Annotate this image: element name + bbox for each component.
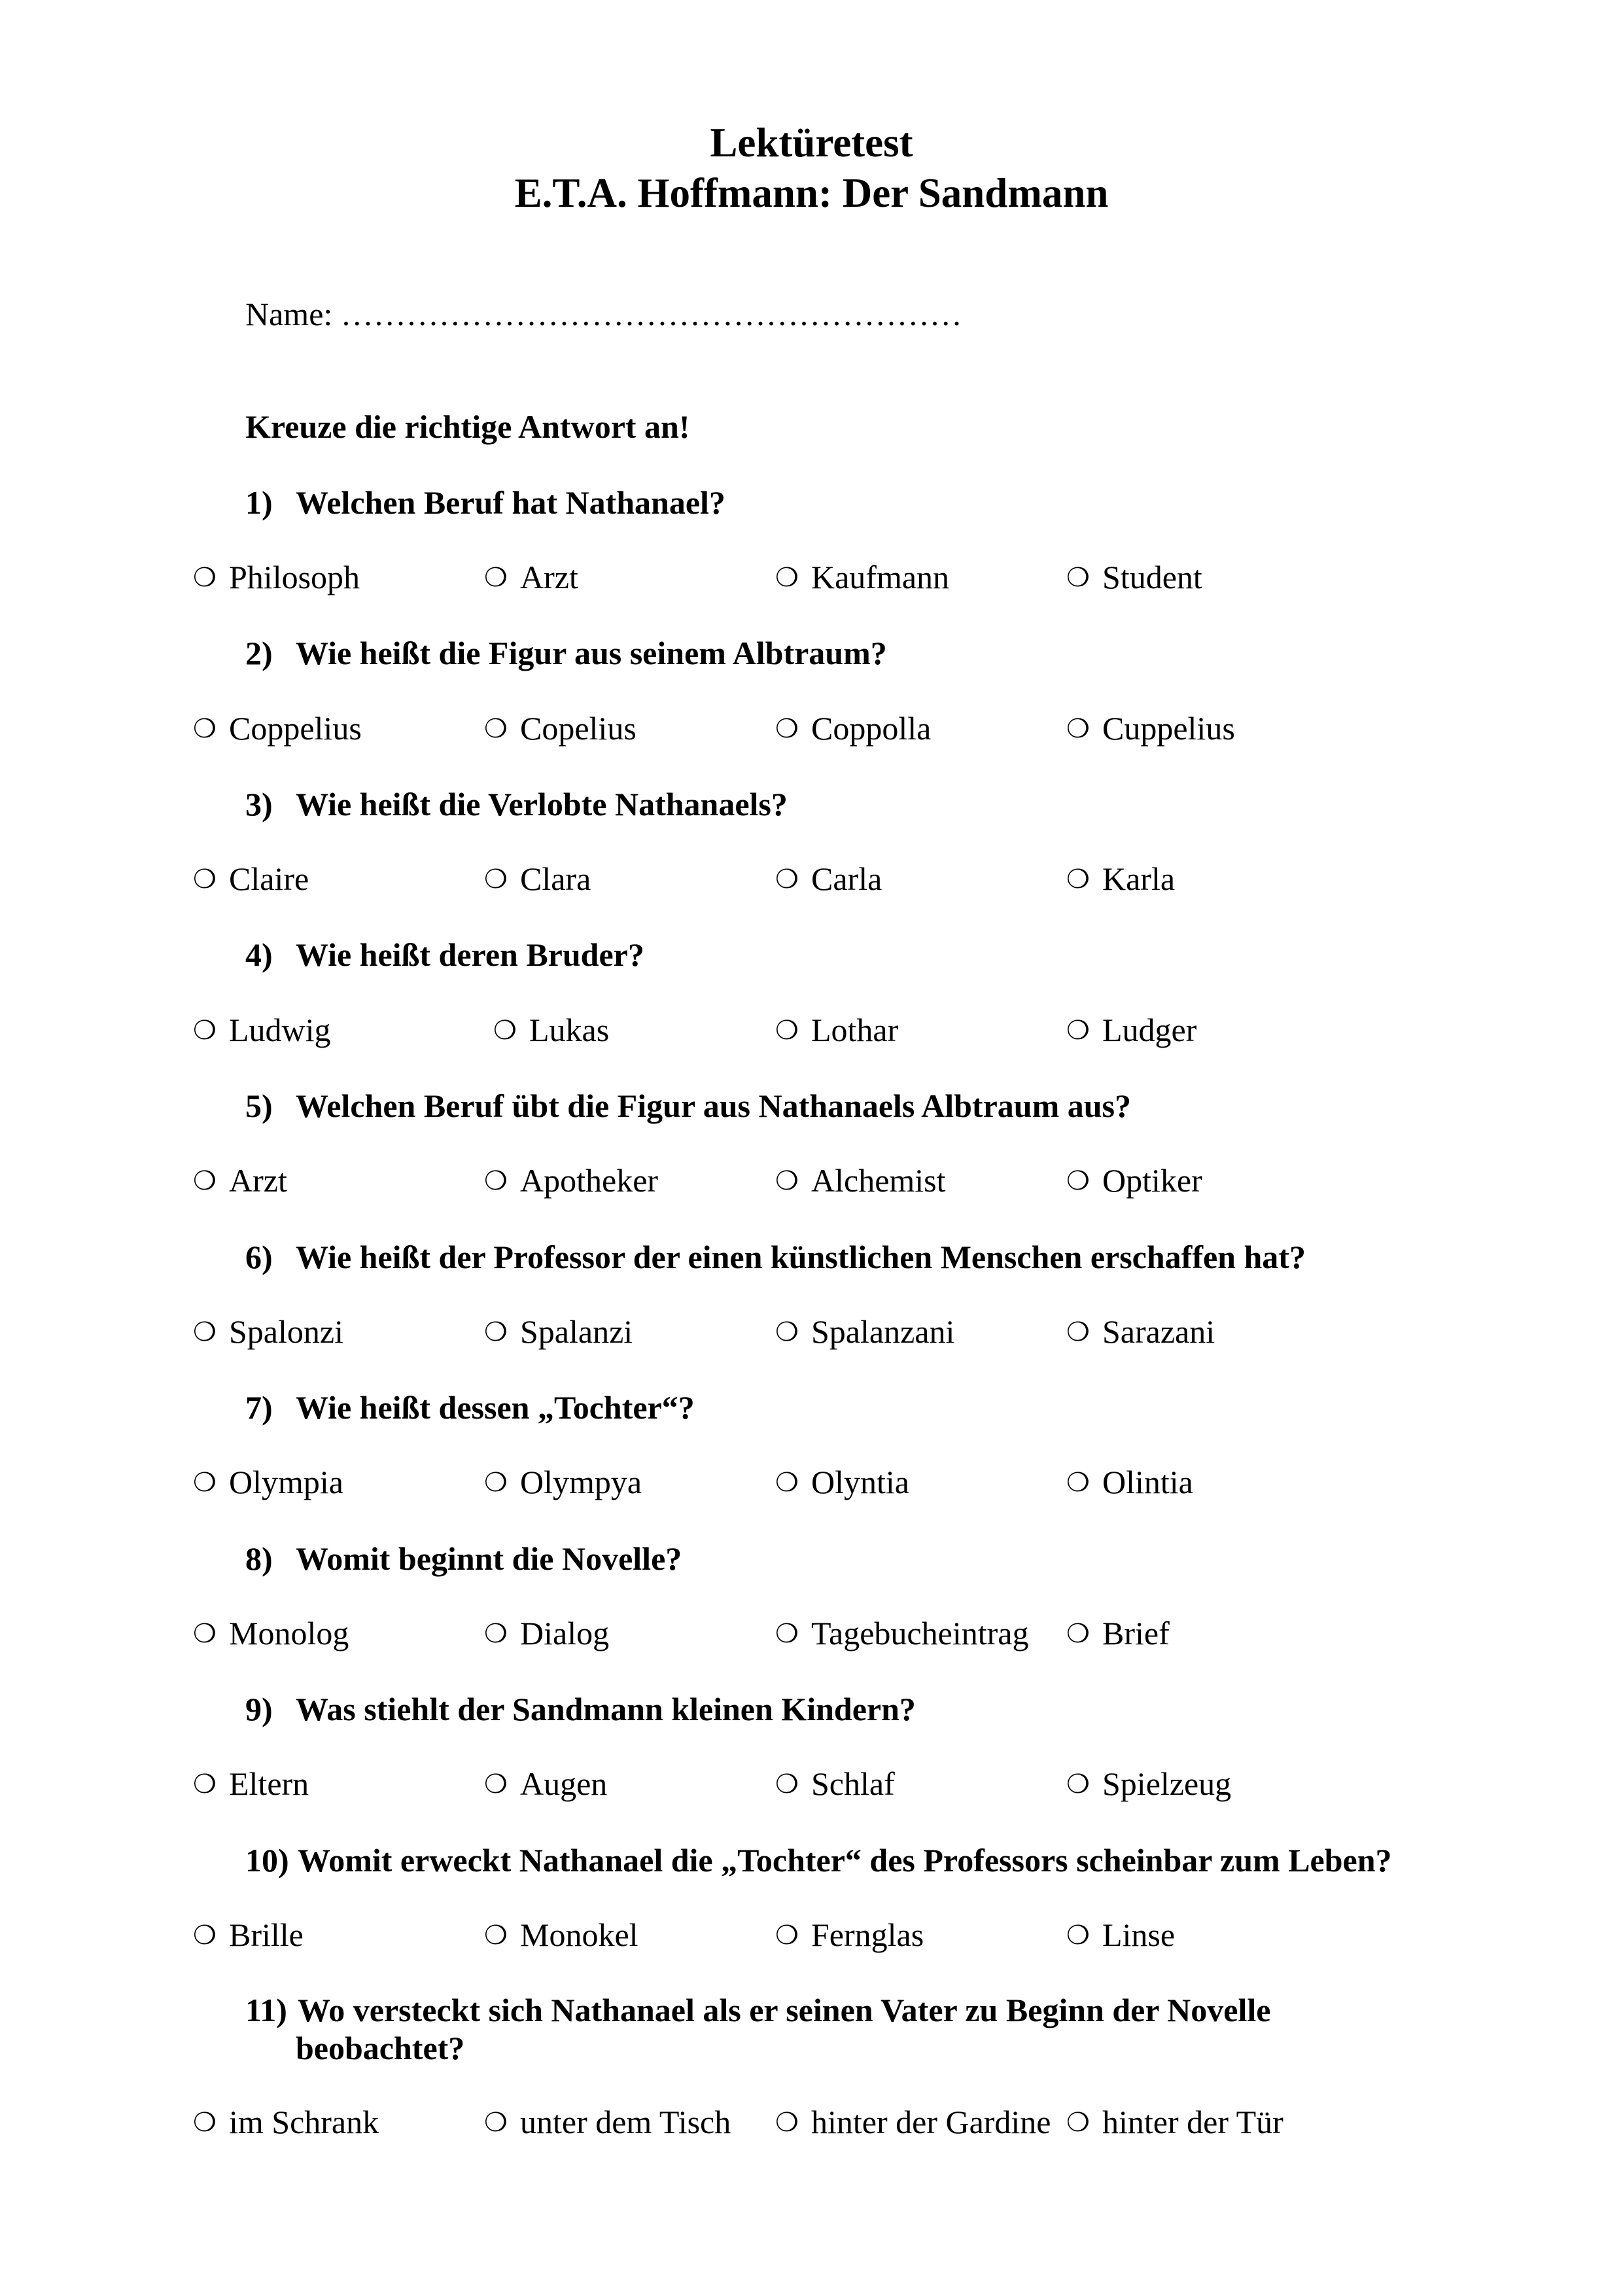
answer-option[interactable] bbox=[1066, 709, 1235, 749]
checkbox-circle-icon[interactable]: ❍ bbox=[193, 1769, 217, 1799]
answer-option[interactable] bbox=[775, 1462, 909, 1502]
answer-option[interactable] bbox=[193, 1161, 287, 1201]
answer-option[interactable] bbox=[193, 1915, 304, 1955]
checkbox-circle-icon[interactable]: ❍ bbox=[775, 1619, 799, 1648]
answer-option[interactable] bbox=[775, 1010, 898, 1050]
checkbox-circle-icon[interactable]: ❍ bbox=[193, 1619, 217, 1648]
answer-option-label: Olympia bbox=[229, 1464, 343, 1500]
question-number: 7) bbox=[245, 1389, 273, 1426]
answer-option[interactable] bbox=[193, 1312, 343, 1352]
answer-option-label: Brille bbox=[229, 1916, 304, 1953]
answer-option-label: Arzt bbox=[229, 1162, 287, 1199]
question-text: Welchen Beruf hat Nathanael? bbox=[296, 484, 725, 521]
answer-option[interactable] bbox=[193, 1614, 349, 1653]
question-11 bbox=[245, 1990, 1270, 2030]
answer-option-label: Spalonzi bbox=[229, 1313, 343, 1350]
checkbox-circle-icon[interactable]: ❍ bbox=[1066, 1317, 1090, 1347]
question-3 bbox=[245, 785, 788, 824]
checkbox-circle-icon[interactable]: ❍ bbox=[193, 1468, 217, 1497]
answer-option[interactable] bbox=[1066, 1161, 1202, 1201]
question-2 bbox=[245, 633, 887, 673]
checkbox-circle-icon[interactable]: ❍ bbox=[193, 563, 217, 592]
checkbox-circle-icon[interactable]: ❍ bbox=[484, 2108, 508, 2137]
answer-option[interactable] bbox=[1066, 1764, 1231, 1804]
answer-option[interactable] bbox=[484, 557, 578, 597]
checkbox-circle-icon[interactable]: ❍ bbox=[1066, 2108, 1090, 2137]
answer-option-label: Copelius bbox=[520, 710, 637, 747]
question-number: 1) bbox=[245, 484, 273, 521]
checkbox-circle-icon[interactable]: ❍ bbox=[193, 1166, 217, 1195]
checkbox-circle-icon[interactable]: ❍ bbox=[1066, 864, 1090, 894]
answer-option-label: Ludwig bbox=[229, 1012, 331, 1048]
question-5 bbox=[245, 1086, 1131, 1125]
question-number: 6) bbox=[245, 1239, 273, 1275]
checkbox-circle-icon[interactable]: ❍ bbox=[484, 1468, 508, 1497]
question-9 bbox=[245, 1689, 916, 1729]
question-8 bbox=[245, 1539, 682, 1578]
checkbox-circle-icon[interactable]: ❍ bbox=[1066, 1619, 1090, 1648]
answer-option-label: Ludger bbox=[1102, 1012, 1197, 1048]
answer-option-label: Philosoph bbox=[229, 559, 360, 595]
checkbox-circle-icon[interactable]: ❍ bbox=[484, 1619, 508, 1648]
question-text: Welchen Beruf übt die Figur aus Nathanaels Albtraum aus? bbox=[296, 1087, 1132, 1124]
answer-option-label: Augen bbox=[520, 1765, 608, 1802]
checkbox-circle-icon[interactable]: ❍ bbox=[775, 1317, 799, 1347]
answer-option[interactable] bbox=[775, 557, 949, 597]
answer-option-label: Spielzeug bbox=[1102, 1765, 1232, 1802]
question-text: Womit beginnt die Novelle? bbox=[296, 1540, 682, 1577]
question-number: 9) bbox=[245, 1691, 273, 1727]
answer-option[interactable] bbox=[484, 1614, 609, 1653]
answer-option[interactable] bbox=[193, 557, 360, 597]
answer-option[interactable] bbox=[484, 1312, 633, 1352]
checkbox-circle-icon[interactable]: ❍ bbox=[775, 1016, 799, 1045]
checkbox-circle-icon[interactable]: ❍ bbox=[775, 563, 799, 592]
answer-option-label: Coppolla bbox=[811, 710, 932, 747]
answer-option-label: Coppelius bbox=[229, 710, 362, 747]
document-subtitle: E.T.A. Hoffmann: Der Sandmann bbox=[514, 170, 1109, 216]
answer-option-label: Dialog bbox=[520, 1615, 610, 1651]
checkbox-circle-icon[interactable]: ❍ bbox=[193, 714, 217, 743]
answer-option[interactable] bbox=[1066, 1010, 1196, 1050]
answer-option[interactable] bbox=[775, 1764, 895, 1804]
answer-option-label: Lukas bbox=[529, 1012, 610, 1048]
document-title: Lektüretest bbox=[710, 120, 913, 166]
instruction: Kreuze die richtige Antwort an! bbox=[245, 408, 690, 445]
question-text: Wie heißt deren Bruder? bbox=[296, 936, 644, 973]
question-6 bbox=[245, 1237, 1306, 1277]
answer-option[interactable] bbox=[1066, 1462, 1193, 1502]
answer-option[interactable] bbox=[484, 859, 591, 899]
answer-option[interactable] bbox=[1066, 1614, 1170, 1653]
answer-option-label: hinter der Tür bbox=[1102, 2104, 1283, 2140]
checkbox-circle-icon[interactable]: ❍ bbox=[1066, 1016, 1090, 1045]
checkbox-circle-icon[interactable]: ❍ bbox=[193, 1016, 217, 1045]
answer-option-label: Kaufmann bbox=[811, 559, 950, 595]
checkbox-circle-icon[interactable]: ❍ bbox=[1066, 1166, 1090, 1195]
answer-option[interactable] bbox=[775, 1915, 924, 1955]
answer-option-label: Linse bbox=[1102, 1916, 1176, 1953]
question-text: Wie heißt dessen „Tochter“? bbox=[296, 1389, 695, 1426]
checkbox-circle-icon[interactable]: ❍ bbox=[1066, 1468, 1090, 1497]
answer-option[interactable] bbox=[1066, 557, 1202, 597]
question-7 bbox=[245, 1388, 695, 1427]
checkbox-circle-icon[interactable]: ❍ bbox=[484, 1769, 508, 1799]
checkbox-circle-icon[interactable]: ❍ bbox=[1066, 714, 1090, 743]
question-number: 4) bbox=[245, 936, 273, 973]
answer-option[interactable] bbox=[775, 2102, 1051, 2142]
answer-option-label: Fernglas bbox=[811, 1916, 924, 1953]
answer-option-label: Spalanzani bbox=[811, 1313, 955, 1350]
answer-option-label: Lothar bbox=[811, 1012, 899, 1048]
answer-option-label: Brief bbox=[1102, 1615, 1170, 1651]
answer-option[interactable] bbox=[484, 1161, 658, 1201]
answer-option[interactable] bbox=[484, 709, 637, 749]
checkbox-circle-icon[interactable]: ❍ bbox=[193, 2108, 217, 2137]
question-number: 3) bbox=[245, 786, 273, 822]
question-number: 11) bbox=[245, 1992, 287, 2028]
answer-option[interactable] bbox=[193, 859, 309, 899]
answer-option[interactable] bbox=[484, 2102, 731, 2142]
answer-option-label: Monokel bbox=[520, 1916, 638, 1953]
checkbox-circle-icon[interactable]: ❍ bbox=[484, 1317, 508, 1347]
checkbox-circle-icon[interactable]: ❍ bbox=[484, 864, 508, 894]
answer-option-label: Alchemist bbox=[811, 1162, 946, 1199]
question-text: Was stiehlt der Sandmann kleinen Kindern? bbox=[296, 1691, 916, 1727]
question-text: Wie heißt der Professor der einen künstlichen Menschen erschaffen hat? bbox=[296, 1239, 1306, 1275]
answer-option[interactable] bbox=[484, 1915, 638, 1955]
checkbox-circle-icon[interactable]: ❍ bbox=[775, 1769, 799, 1799]
answer-option-label: Spalanzi bbox=[520, 1313, 633, 1350]
checkbox-circle-icon[interactable]: ❍ bbox=[484, 714, 508, 743]
answer-option-label: Monolog bbox=[229, 1615, 349, 1651]
checkbox-circle-icon[interactable]: ❍ bbox=[775, 2108, 799, 2137]
answer-option-label: Sarazani bbox=[1102, 1313, 1215, 1350]
checkbox-circle-icon[interactable]: ❍ bbox=[775, 864, 799, 894]
answer-option[interactable] bbox=[775, 709, 931, 749]
question-number: 5) bbox=[245, 1087, 273, 1124]
answer-option[interactable] bbox=[193, 1462, 343, 1502]
question-text-continued: beobachtet? bbox=[296, 2030, 465, 2066]
answer-option-label: Eltern bbox=[229, 1765, 309, 1802]
answer-option[interactable] bbox=[484, 1764, 607, 1804]
answer-option[interactable] bbox=[193, 1010, 331, 1050]
answer-option[interactable] bbox=[775, 859, 882, 899]
answer-option-label: Apotheker bbox=[520, 1162, 659, 1199]
answer-option-label: Karla bbox=[1102, 860, 1176, 897]
checkbox-circle-icon[interactable]: ❍ bbox=[775, 714, 799, 743]
question-text: Wo versteckt sich Nathanael als er seinen Vater zu Beginn der Novelle bbox=[298, 1992, 1271, 2028]
question-4 bbox=[245, 935, 644, 974]
answer-option-label: hinter der Gardine bbox=[811, 2104, 1051, 2140]
checkbox-circle-icon[interactable]: ❍ bbox=[1066, 1920, 1090, 1950]
answer-option-label: Clara bbox=[520, 860, 591, 897]
checkbox-circle-icon[interactable]: ❍ bbox=[1066, 563, 1090, 592]
question-number: 10) bbox=[245, 1842, 289, 1879]
question-number: 8) bbox=[245, 1540, 273, 1577]
answer-option[interactable] bbox=[193, 2102, 379, 2142]
checkbox-circle-icon[interactable]: ❍ bbox=[775, 1920, 799, 1950]
answer-option[interactable] bbox=[775, 1161, 946, 1201]
checkbox-circle-icon[interactable]: ❍ bbox=[193, 1920, 217, 1950]
answer-option-label: Cuppelius bbox=[1102, 710, 1235, 747]
checkbox-circle-icon[interactable]: ❍ bbox=[1066, 1769, 1090, 1799]
answer-option-label: Arzt bbox=[520, 559, 578, 595]
answer-option-label: Olympya bbox=[520, 1464, 642, 1500]
answer-option[interactable] bbox=[1066, 1915, 1175, 1955]
checkbox-circle-icon[interactable]: ❍ bbox=[193, 864, 217, 894]
answer-option[interactable] bbox=[484, 1462, 642, 1502]
question-text: Wie heißt die Figur aus seinem Albtraum? bbox=[296, 635, 887, 671]
answer-option-label: Optiker bbox=[1102, 1162, 1202, 1199]
answer-option[interactable] bbox=[1066, 859, 1175, 899]
answer-option-label: Schlaf bbox=[811, 1765, 895, 1802]
answer-option-label: im Schrank bbox=[229, 2104, 379, 2140]
checkbox-circle-icon[interactable]: ❍ bbox=[775, 1166, 799, 1195]
answer-option[interactable] bbox=[193, 1764, 309, 1804]
answer-option-label: Olyntia bbox=[811, 1464, 909, 1500]
answer-option[interactable] bbox=[1066, 2102, 1283, 2142]
question-10 bbox=[245, 1841, 1392, 1880]
answer-option-label: Olintia bbox=[1102, 1464, 1193, 1500]
answer-option[interactable] bbox=[1066, 1312, 1215, 1352]
checkbox-circle-icon[interactable]: ❍ bbox=[493, 1016, 517, 1045]
checkbox-circle-icon[interactable]: ❍ bbox=[193, 1317, 217, 1347]
question-number: 2) bbox=[245, 635, 273, 671]
answer-option-label: Carla bbox=[811, 860, 882, 897]
question-1 bbox=[245, 483, 725, 522]
checkbox-circle-icon[interactable]: ❍ bbox=[775, 1468, 799, 1497]
answer-option-label: unter dem Tisch bbox=[520, 2104, 731, 2140]
checkbox-circle-icon[interactable]: ❍ bbox=[484, 1166, 508, 1195]
checkbox-circle-icon[interactable]: ❍ bbox=[484, 563, 508, 592]
answer-option[interactable] bbox=[493, 1010, 609, 1050]
answer-option[interactable] bbox=[193, 709, 362, 749]
question-text: Wie heißt die Verlobte Nathanaels? bbox=[296, 786, 788, 822]
name-field[interactable]: Name: ………………………………………………… bbox=[245, 296, 962, 332]
answer-option-label: Student bbox=[1102, 559, 1202, 595]
answer-option-label: Claire bbox=[229, 860, 309, 897]
checkbox-circle-icon[interactable]: ❍ bbox=[484, 1920, 508, 1950]
question-text: Womit erweckt Nathanael die „Tochter“ des Professors scheinbar zum Leben? bbox=[298, 1842, 1392, 1879]
answer-option[interactable] bbox=[775, 1312, 954, 1352]
answer-option-label: Tagebucheintrag bbox=[811, 1615, 1029, 1651]
answer-option[interactable] bbox=[775, 1614, 1028, 1653]
